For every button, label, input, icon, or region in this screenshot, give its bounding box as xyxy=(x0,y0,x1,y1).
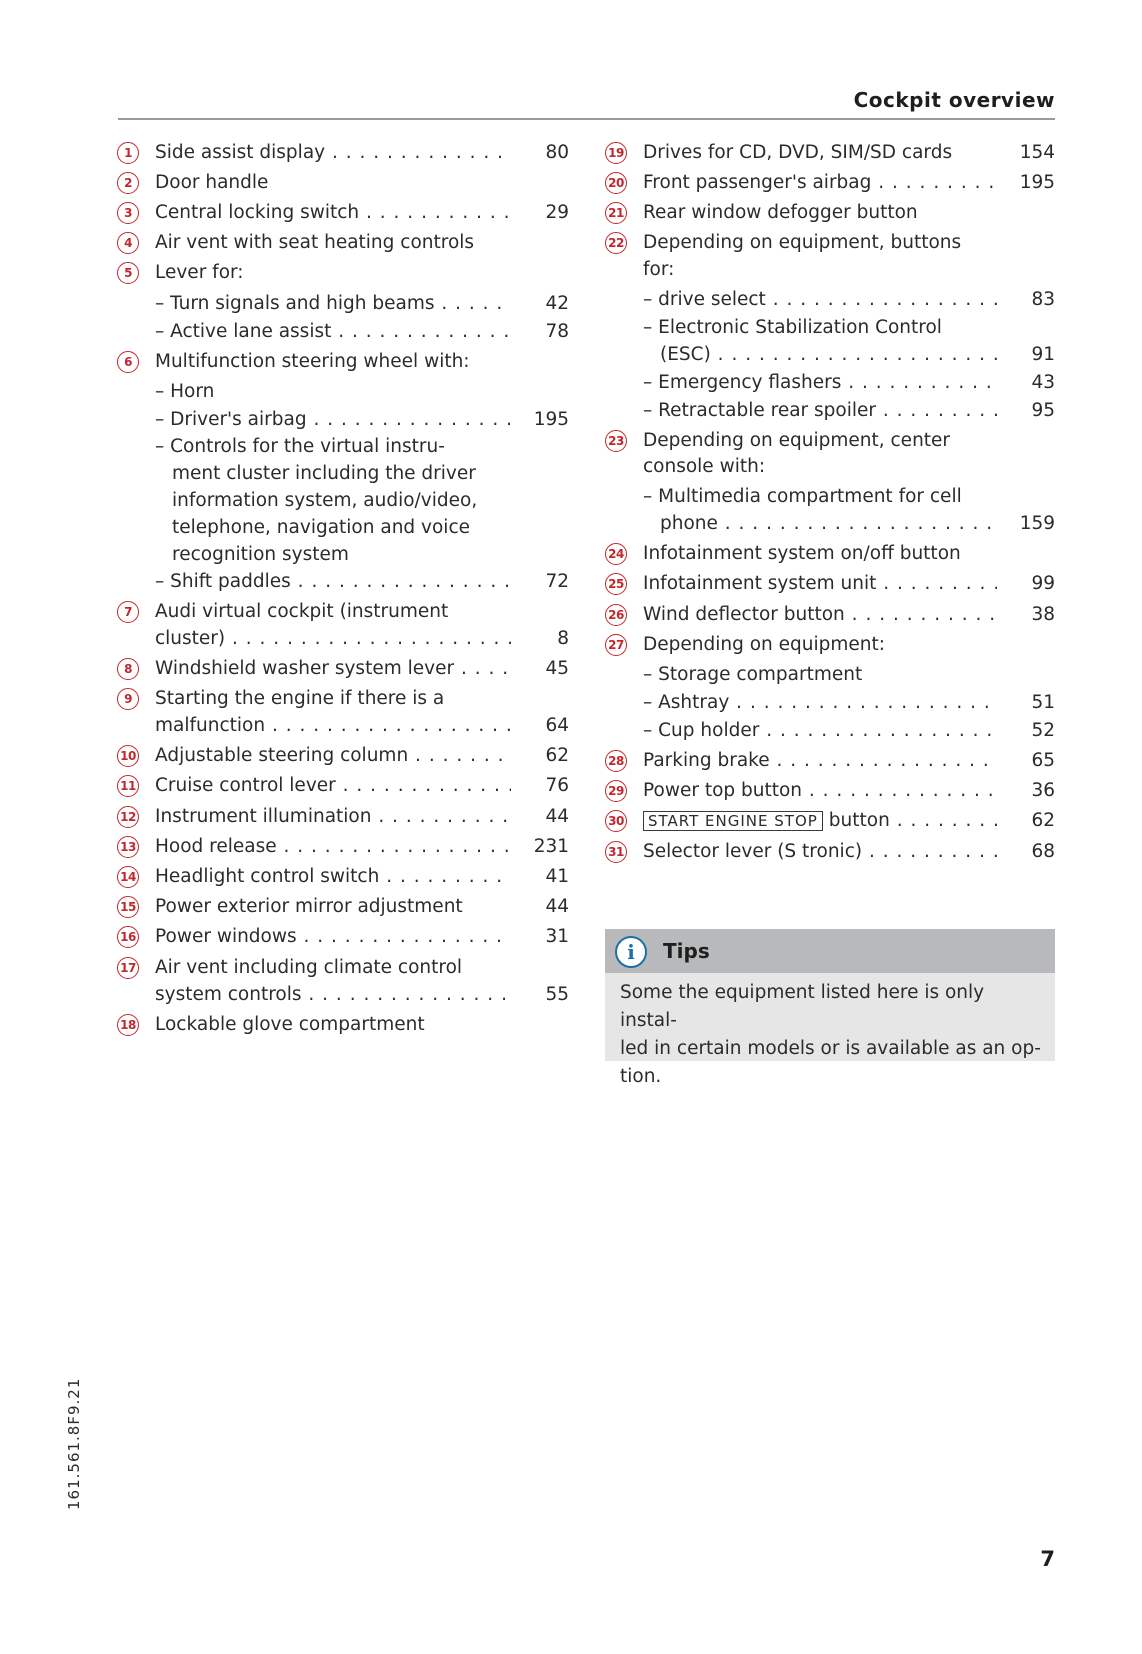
item-label-text: cluster) xyxy=(155,628,226,649)
item-number-badge: 26 xyxy=(605,604,627,626)
item-number-badge: 17 xyxy=(117,957,139,979)
item-label xyxy=(155,1011,569,1039)
item-label-text: Air vent with seat heating controls xyxy=(155,232,475,253)
list-item xyxy=(605,286,1055,314)
item-number-badge: 11 xyxy=(117,775,139,797)
page-reference: 159 xyxy=(1019,513,1055,534)
item-label-text: Audi virtual cockpit (instrument xyxy=(155,601,449,622)
page-reference: 38 xyxy=(1031,604,1055,625)
item-number-badge: 31 xyxy=(605,841,627,863)
list-item xyxy=(117,712,569,740)
item-label xyxy=(155,318,511,346)
tips-title: Tips xyxy=(663,939,710,963)
item-number-badge: 22 xyxy=(605,232,627,254)
page-reference: 78 xyxy=(545,321,569,342)
list-item xyxy=(117,833,569,861)
item-label-text: Air vent including climate control xyxy=(155,957,463,978)
item-label-text: – Retractable rear spoiler xyxy=(643,400,877,421)
list-item xyxy=(117,199,569,227)
page-reference: 91 xyxy=(1031,344,1055,365)
item-number-badge: 28 xyxy=(605,750,627,772)
item-label-text: – Shift paddles xyxy=(155,571,291,592)
item-number-badge: 3 xyxy=(117,202,139,224)
item-label-text: Wind deflector button xyxy=(643,604,845,625)
item-number-badge: 9 xyxy=(117,688,139,710)
page-reference: 95 xyxy=(1031,400,1055,421)
item-label-text: – Emergency flashers xyxy=(643,372,842,393)
item-label-text: Headlight control switch xyxy=(155,866,380,887)
page-reference: 8 xyxy=(557,628,569,649)
item-number-badge: 14 xyxy=(117,866,139,888)
item-label-text: Selector lever (S tronic) xyxy=(643,841,863,862)
item-label-text: Infotainment system unit xyxy=(643,573,877,594)
item-label xyxy=(643,256,1055,284)
item-label-text: information system, audio/video, xyxy=(172,490,478,511)
item-label xyxy=(155,139,511,167)
item-label xyxy=(643,314,1055,342)
item-number-badge: 13 xyxy=(117,836,139,858)
list-item xyxy=(605,139,1055,167)
item-label xyxy=(643,777,997,805)
list-item xyxy=(117,598,569,626)
item-label-text: for: xyxy=(643,259,675,280)
list-item xyxy=(117,954,569,982)
item-label-text: – Multimedia compartment for cell xyxy=(643,486,962,507)
item-label xyxy=(155,685,569,713)
page-reference: 99 xyxy=(1031,573,1055,594)
list-item xyxy=(117,742,569,770)
tips-line: led in certain models or is available as an op- xyxy=(620,1038,1041,1059)
list-item xyxy=(605,169,1055,197)
page-reference: 55 xyxy=(545,984,569,1005)
list-item xyxy=(117,625,569,653)
item-label-text: button xyxy=(828,810,890,831)
item-label xyxy=(155,833,511,861)
list-item xyxy=(605,689,1055,717)
item-label xyxy=(172,541,569,569)
page-reference: 195 xyxy=(1019,172,1055,193)
item-label-text: Instrument illumination xyxy=(155,806,372,827)
item-label xyxy=(155,625,511,653)
list-item xyxy=(117,290,569,318)
item-label-text: Infotainment system on/off button xyxy=(643,543,961,564)
item-label xyxy=(155,598,569,626)
list-item xyxy=(117,1011,569,1039)
item-label-text: – Turn signals and high beams xyxy=(155,293,435,314)
item-label xyxy=(643,601,997,629)
item-label-text: Side assist display xyxy=(155,142,326,163)
item-label xyxy=(643,540,1055,568)
list-item xyxy=(605,397,1055,425)
list-item xyxy=(605,661,1055,689)
item-label xyxy=(643,169,997,197)
item-label-text: Central locking switch xyxy=(155,202,360,223)
page-reference: 44 xyxy=(545,896,569,917)
list-item xyxy=(117,893,569,921)
item-label-text: – drive select xyxy=(643,289,766,310)
page-reference: 62 xyxy=(545,745,569,766)
item-number-badge: 24 xyxy=(605,543,627,565)
item-label-text: – Active lane assist xyxy=(155,321,332,342)
page-reference: 72 xyxy=(545,571,569,592)
list-item xyxy=(605,510,1055,538)
item-label xyxy=(172,460,569,488)
item-label xyxy=(155,893,511,921)
page-reference: 45 xyxy=(545,658,569,679)
page-reference: 195 xyxy=(533,409,569,430)
item-label-text: – Electronic Stabilization Control xyxy=(643,317,942,338)
list-item xyxy=(117,541,569,569)
item-label-text: Depending on equipment, buttons xyxy=(643,232,962,253)
item-label xyxy=(155,772,511,800)
item-label-text: recognition system xyxy=(172,544,349,565)
item-label xyxy=(155,742,511,770)
page-reference: 42 xyxy=(545,293,569,314)
item-label xyxy=(155,259,569,287)
item-label xyxy=(155,229,569,257)
item-number-badge: 1 xyxy=(117,142,139,164)
item-label-text: malfunction xyxy=(155,715,266,736)
list-item xyxy=(605,483,1055,511)
item-label-text: Cruise control lever xyxy=(155,775,336,796)
item-number-badge: 6 xyxy=(117,351,139,373)
tips-line: tion. xyxy=(620,1066,662,1087)
item-label-text: Parking brake xyxy=(643,750,770,771)
document-code: 161.561.8F9.21 xyxy=(65,1377,83,1510)
item-label xyxy=(643,229,1055,257)
item-label xyxy=(155,981,511,1009)
item-label-text: Lockable glove compartment xyxy=(155,1014,425,1035)
item-number-badge: 15 xyxy=(117,896,139,918)
item-label-text: – Ashtray xyxy=(643,692,730,713)
item-label xyxy=(155,406,511,434)
item-label-text: – Driver's airbag xyxy=(155,409,307,430)
page-reference: 43 xyxy=(1031,372,1055,393)
list-item xyxy=(605,540,1055,568)
item-number-badge: 2 xyxy=(117,172,139,194)
item-label xyxy=(155,568,511,596)
item-number-badge: 27 xyxy=(605,634,627,656)
list-item xyxy=(117,139,569,167)
page-reference: 76 xyxy=(545,775,569,796)
item-label-text: Depending on equipment: xyxy=(643,634,885,655)
item-label xyxy=(155,803,511,831)
item-number-badge: 4 xyxy=(117,232,139,254)
list-item xyxy=(605,601,1055,629)
list-item xyxy=(117,803,569,831)
item-number-badge: 12 xyxy=(117,806,139,828)
item-label xyxy=(643,199,1055,227)
item-label xyxy=(643,689,997,717)
page-reference: 52 xyxy=(1031,720,1055,741)
list-item xyxy=(117,318,569,346)
list-item xyxy=(117,772,569,800)
list-item xyxy=(117,655,569,683)
list-item xyxy=(117,514,569,542)
list-item xyxy=(117,923,569,951)
list-item xyxy=(117,348,569,376)
list-item xyxy=(117,433,569,461)
item-label-text: Drives for CD, DVD, SIM/SD cards xyxy=(643,142,953,163)
item-label-text: – Storage compartment xyxy=(643,664,863,685)
item-label xyxy=(660,341,997,369)
item-number-badge: 29 xyxy=(605,780,627,802)
info-icon: i xyxy=(615,936,647,968)
item-number-badge: 10 xyxy=(117,745,139,767)
list-item xyxy=(117,685,569,713)
item-label-text: telephone, navigation and voice xyxy=(172,517,471,538)
list-item xyxy=(117,487,569,515)
item-label-text: Door handle xyxy=(155,172,269,193)
item-label xyxy=(643,661,1055,689)
page-reference: 80 xyxy=(545,142,569,163)
list-item xyxy=(117,568,569,596)
list-item xyxy=(117,169,569,197)
list-item xyxy=(605,256,1055,284)
page-reference: 44 xyxy=(545,806,569,827)
item-label-text: Front passenger's airbag xyxy=(643,172,872,193)
list-item xyxy=(605,717,1055,745)
item-number-badge: 21 xyxy=(605,202,627,224)
item-number-badge: 5 xyxy=(117,262,139,284)
page-reference: 68 xyxy=(1031,841,1055,862)
item-label-text: ment cluster including the driver xyxy=(172,463,476,484)
item-label-text: Power exterior mirror adjustment xyxy=(155,896,463,917)
item-label xyxy=(643,838,997,866)
item-label-text: – Cup holder xyxy=(643,720,760,741)
item-label-text: Rear window defogger button xyxy=(643,202,918,223)
page-number: 7 xyxy=(1040,1547,1055,1571)
item-label-text: Power top button xyxy=(643,780,803,801)
item-label xyxy=(155,863,511,891)
item-label xyxy=(155,169,569,197)
page-reference: 36 xyxy=(1031,780,1055,801)
list-item xyxy=(605,838,1055,866)
list-item xyxy=(117,406,569,434)
page-reference: 29 xyxy=(545,202,569,223)
list-item xyxy=(605,341,1055,369)
list-item xyxy=(605,747,1055,775)
tips-line: Some the equipment listed here is only instal- xyxy=(620,982,985,1031)
list-item xyxy=(117,981,569,1009)
list-item xyxy=(605,199,1055,227)
item-label xyxy=(155,378,569,406)
item-label xyxy=(155,199,511,227)
item-label xyxy=(155,433,569,461)
item-label-text: Adjustable steering column xyxy=(155,745,409,766)
item-label xyxy=(643,427,1055,455)
tips-body xyxy=(620,979,1045,1091)
item-number-badge: 18 xyxy=(117,1014,139,1036)
item-label xyxy=(643,453,1055,481)
item-label-text: Lever for: xyxy=(155,262,244,283)
item-label-text: – Horn xyxy=(155,381,215,402)
item-label-text: Windshield washer system lever xyxy=(155,658,455,679)
page-reference: 65 xyxy=(1031,750,1055,771)
item-label xyxy=(643,286,997,314)
list-item xyxy=(605,314,1055,342)
item-label xyxy=(643,631,1055,659)
item-label xyxy=(155,923,511,951)
page-reference: 62 xyxy=(1031,810,1055,831)
tips-header xyxy=(605,929,1055,973)
list-item xyxy=(117,229,569,257)
page-reference: 64 xyxy=(545,715,569,736)
list-item xyxy=(605,631,1055,659)
list-item xyxy=(117,259,569,287)
item-label-text: Starting the engine if there is a xyxy=(155,688,445,709)
list-item xyxy=(605,229,1055,257)
item-number-badge: 20 xyxy=(605,172,627,194)
item-label xyxy=(643,747,997,775)
header-divider xyxy=(118,118,1055,120)
item-label-text: console with: xyxy=(643,456,766,477)
item-number-badge: 16 xyxy=(117,926,139,948)
item-label xyxy=(643,717,997,745)
page-reference: 41 xyxy=(545,866,569,887)
item-label xyxy=(155,290,511,318)
list-item xyxy=(605,453,1055,481)
item-label xyxy=(643,397,997,425)
list-item xyxy=(605,570,1055,598)
list-item xyxy=(117,863,569,891)
item-label xyxy=(643,483,1055,511)
item-number-badge: 19 xyxy=(605,142,627,164)
list-item xyxy=(605,427,1055,455)
page-reference: 31 xyxy=(545,926,569,947)
item-label xyxy=(172,487,569,515)
item-label xyxy=(660,510,997,538)
item-label xyxy=(155,655,511,683)
item-label xyxy=(172,514,569,542)
item-number-badge: 8 xyxy=(117,658,139,680)
list-item xyxy=(117,460,569,488)
page-reference: 83 xyxy=(1031,289,1055,310)
list-item xyxy=(605,777,1055,805)
item-label xyxy=(643,369,997,397)
page-header-title: Cockpit overview xyxy=(853,88,1055,112)
list-item xyxy=(605,369,1055,397)
item-number-badge: 23 xyxy=(605,430,627,452)
item-label xyxy=(643,570,997,598)
list-item xyxy=(117,378,569,406)
list-item xyxy=(605,807,1055,835)
item-label-text: system controls xyxy=(155,984,302,1005)
item-label xyxy=(643,807,997,835)
page-reference: 231 xyxy=(533,836,569,857)
item-label-text: Hood release xyxy=(155,836,277,857)
item-label-text: Power windows xyxy=(155,926,297,947)
item-number-badge: 25 xyxy=(605,573,627,595)
item-label-text: (ESC) xyxy=(660,344,711,365)
page-reference: 154 xyxy=(1019,142,1055,163)
item-label-text: Multifunction steering wheel with: xyxy=(155,351,470,372)
start-engine-stop-key: START ENGINE STOP xyxy=(643,811,823,831)
item-label-text: – Controls for the virtual instru- xyxy=(155,436,445,457)
item-label-text: phone xyxy=(660,513,718,534)
item-label xyxy=(643,139,997,167)
item-label-text: Depending on equipment, center xyxy=(643,430,951,451)
item-number-badge: 30 xyxy=(605,810,627,832)
item-number-badge: 7 xyxy=(117,601,139,623)
item-label xyxy=(155,712,511,740)
page-reference: 51 xyxy=(1031,692,1055,713)
tips-box xyxy=(605,929,1055,1087)
item-label xyxy=(155,348,569,376)
item-label xyxy=(155,954,569,982)
